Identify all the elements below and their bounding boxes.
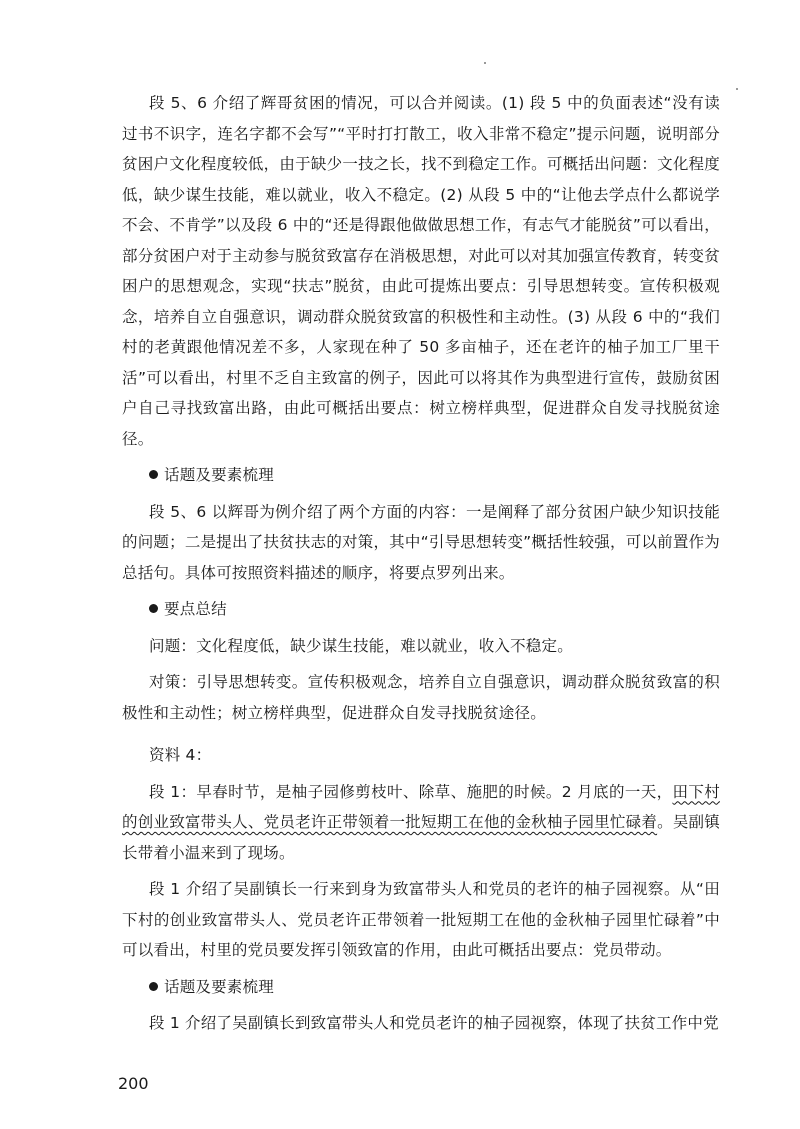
scan-speck (484, 62, 486, 64)
scan-speck (736, 88, 738, 90)
section-heading: 话题及要素梳理 (122, 460, 720, 491)
paragraph-analysis-2: 段 1 介绍了吴副镇长一行来到身为致富带头人和党员的老许的柚子园视察。从“田下村的创业致富带头人、党员老许正带领着一批短期工在他的金秋柚子园里忙碌着”中可以看出，村里的党员要发挥引领致富的作用，由此可概括出要点：党员带动。 (122, 880, 720, 959)
paragraph-analysis: 段 5、6 介绍了辉哥贫困的情况，可以合并阅读。(1) 段 5 中的负面表述“没有读过书不识字，连名字都不会写”“平时打打散工，收入非常不稳定”提示问题，说明部分贫困户文化程度较低，由于缺少一技之长，找不到稳定工作。可概括出问题：文化程度低，缺少谋生技能，难以就业，收入不稳定。(2) 从段 5 中的“让他去学点什么都说学不会、不肯学”以及段 6 中的“还是得跟他做做思想工作，有志气才能脱贫”可以看出，部分贫困户对于主动参与脱贫致富存在消极思想，对此可以对其加强宣传教育，转变贫困户的思想观念，实现“扶志”脱贫，由此可提炼出要点：引导思想转变。宣传积极观念，培养自立自强意识，调动群众脱贫致富的积极性和主动性。(3) 从段 6 中的“我们村的老黄跟他情况差不多，人家现在种了 50 多亩柚子，还在老许的柚子加工厂里干活”可以看出，村里不乏自主致富的例子，因此可以将其作为典型进行宣传，鼓励贫困户自己寻找致富出路，由此可概括出要点：树立榜样典型，促进群众自发寻找脱贫途径。 (122, 94, 720, 448)
page-number: 200 (118, 1074, 149, 1093)
problem-summary: 问题：文化程度低，缺少谋生技能，难以就业，收入不稳定。 (149, 636, 573, 655)
paragraph-topic-review: 段 5、6 以辉哥为例介绍了两个方面的内容：一是阐释了部分贫困户缺少知识技能的问题；二是提出了扶贫扶志的对策，其中“引导思想转变”概括性较强，可以前置作为总括句。具体可按照资料描述的顺序，将要点罗列出来。 (122, 502, 720, 582)
material-label: 资料 4： (149, 746, 212, 764)
section-heading: 要点总结 (122, 594, 720, 625)
bullet-icon (149, 604, 158, 613)
underlined-text: 田下村的创业致富带头人、党员老许正带领着一批短期工在他的金秋柚子园里忙碌着 (122, 782, 720, 831)
bullet-icon (149, 982, 158, 991)
countermeasure-summary: 对策：引导思想转变。宣传积极观念，培养自立自强意识，调动群众脱贫致富的积极性和主动性；树立榜样典型，促进群众自发寻找脱贫途径。 (122, 673, 720, 722)
section-heading: 话题及要素梳理 (122, 972, 720, 1003)
bullet-icon (149, 470, 158, 479)
paragraph-continued: 段 1 介绍了吴副镇长到致富带头人和党员老许的柚子园视察，体现了扶贫工作中党 (149, 1014, 719, 1032)
body-text (122, 88, 720, 1039)
material-paragraph: 段 1：早春时节，是柚子园修剪枝叶、除草、施肥的时候。2 月底的一天，田下村的创业致富带头人、党员老许正带领着一批短期工在他的金秋柚子园里忙碌着。吴副镇长带着小温来到了现场。 (122, 782, 720, 862)
